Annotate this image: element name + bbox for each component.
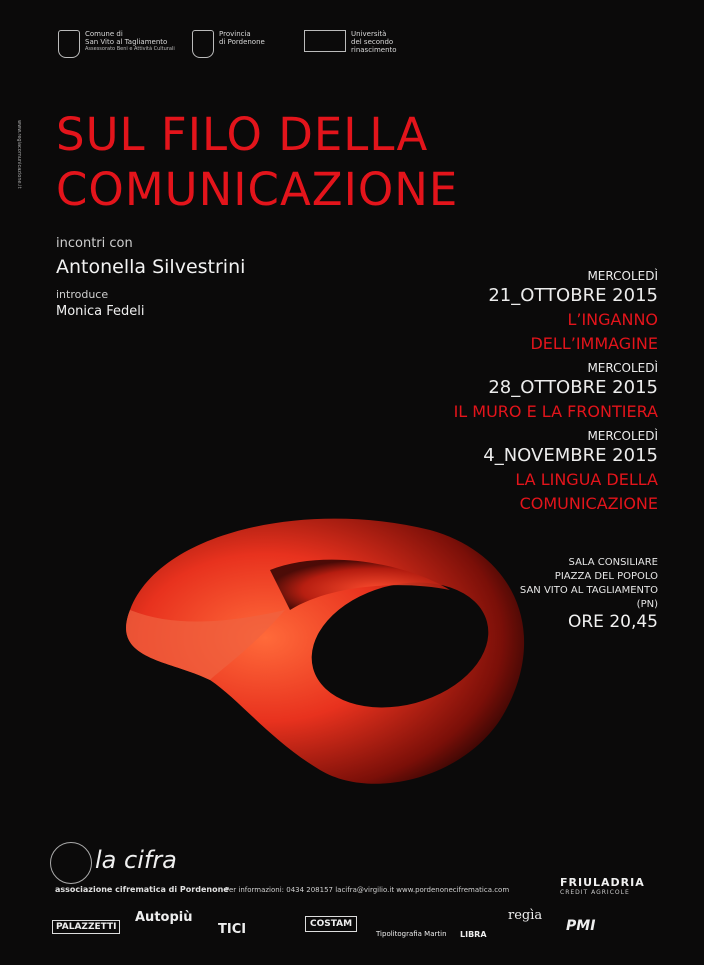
introduces-label: introduce [56,288,109,301]
sponsor-logo: Autopiù [135,910,193,925]
bank-subtitle: CREDIT AGRICOLE [560,889,630,896]
bank-name: FRIULADRIA [560,876,645,889]
speaker-name: Antonella Silvestrini [56,256,246,278]
sponsor-logo: regìa [508,908,543,923]
event-date: 21_OTTOBRE 2015 [488,285,658,306]
seal-logo-icon [50,842,92,884]
event-day: MERCOLEDÌ [587,429,658,443]
sponsor-logo: Tipolitografia Martin [376,930,447,938]
event-day: MERCOLEDÌ [587,361,658,375]
logo-comune-sub: Assessorato Beni e Attività Culturali [85,46,175,52]
red-loop-artwork [70,470,570,830]
sponsor-logo: PMI [566,918,596,934]
event-date: 4_NOVEMBRE 2015 [483,445,658,466]
contact-info: Per informazioni: 0434 208157 lacifra@virgilio.it www.pordenonecifrematica.com [225,886,510,894]
intro-prefix: incontri con [56,236,133,251]
shield-icon [192,30,214,58]
logo-universita-line1: Università [351,30,387,38]
event-topic: L’INGANNO DELL’IMMAGINE [530,310,658,353]
poster-title: SUL FILO DELLA COMUNICAZIONE [56,108,459,216]
event-time: ORE 20,45 [567,612,658,632]
side-url: www.regiacomunicazione.it [16,120,22,189]
coat-of-arms-icon [58,30,80,58]
event-day: MERCOLEDÌ [587,269,658,283]
sponsor-logo: TICI [218,922,247,937]
logo-provincia-line1: Provincia [219,30,251,38]
venue-line: PIAZZA DEL POPOLO [554,571,658,582]
logo-comune-line1: Comune di [85,30,123,38]
logo-provincia [192,30,265,58]
logo-universita-line3: rinascimento [351,46,397,54]
sponsor-logo: PALAZZETTI [52,920,120,934]
event-item [454,360,658,424]
venue-line: SALA CONSILIARE [568,557,658,568]
logo-comune [58,30,175,58]
building-icon [304,30,346,52]
logo-universita-line2: del secondo [351,38,394,46]
org-name: la cifra [95,846,177,874]
event-item [454,268,658,356]
logo-provincia-line2: di Pordenone [219,38,265,46]
logo-universita [304,30,397,54]
moderator-name: Monica Fedeli [56,304,145,319]
sponsor-logo: LIBRA [460,930,487,939]
sponsor-logo: COSTAM [305,916,357,932]
logo-comune-line2: San Vito al Tagliamento [85,38,168,46]
event-topic: IL MURO E LA FRONTIERA [453,402,658,421]
venue-line: (PN) [636,599,658,610]
event-date: 28_OTTOBRE 2015 [488,377,658,398]
event-topic: LA LINGUA DELLA COMUNICAZIONE [515,470,658,513]
org-description: associazione cifrematica di Pordenone [55,885,229,894]
venue-line: SAN VITO AL TAGLIAMENTO [519,585,658,596]
bank-logo [560,876,645,896]
